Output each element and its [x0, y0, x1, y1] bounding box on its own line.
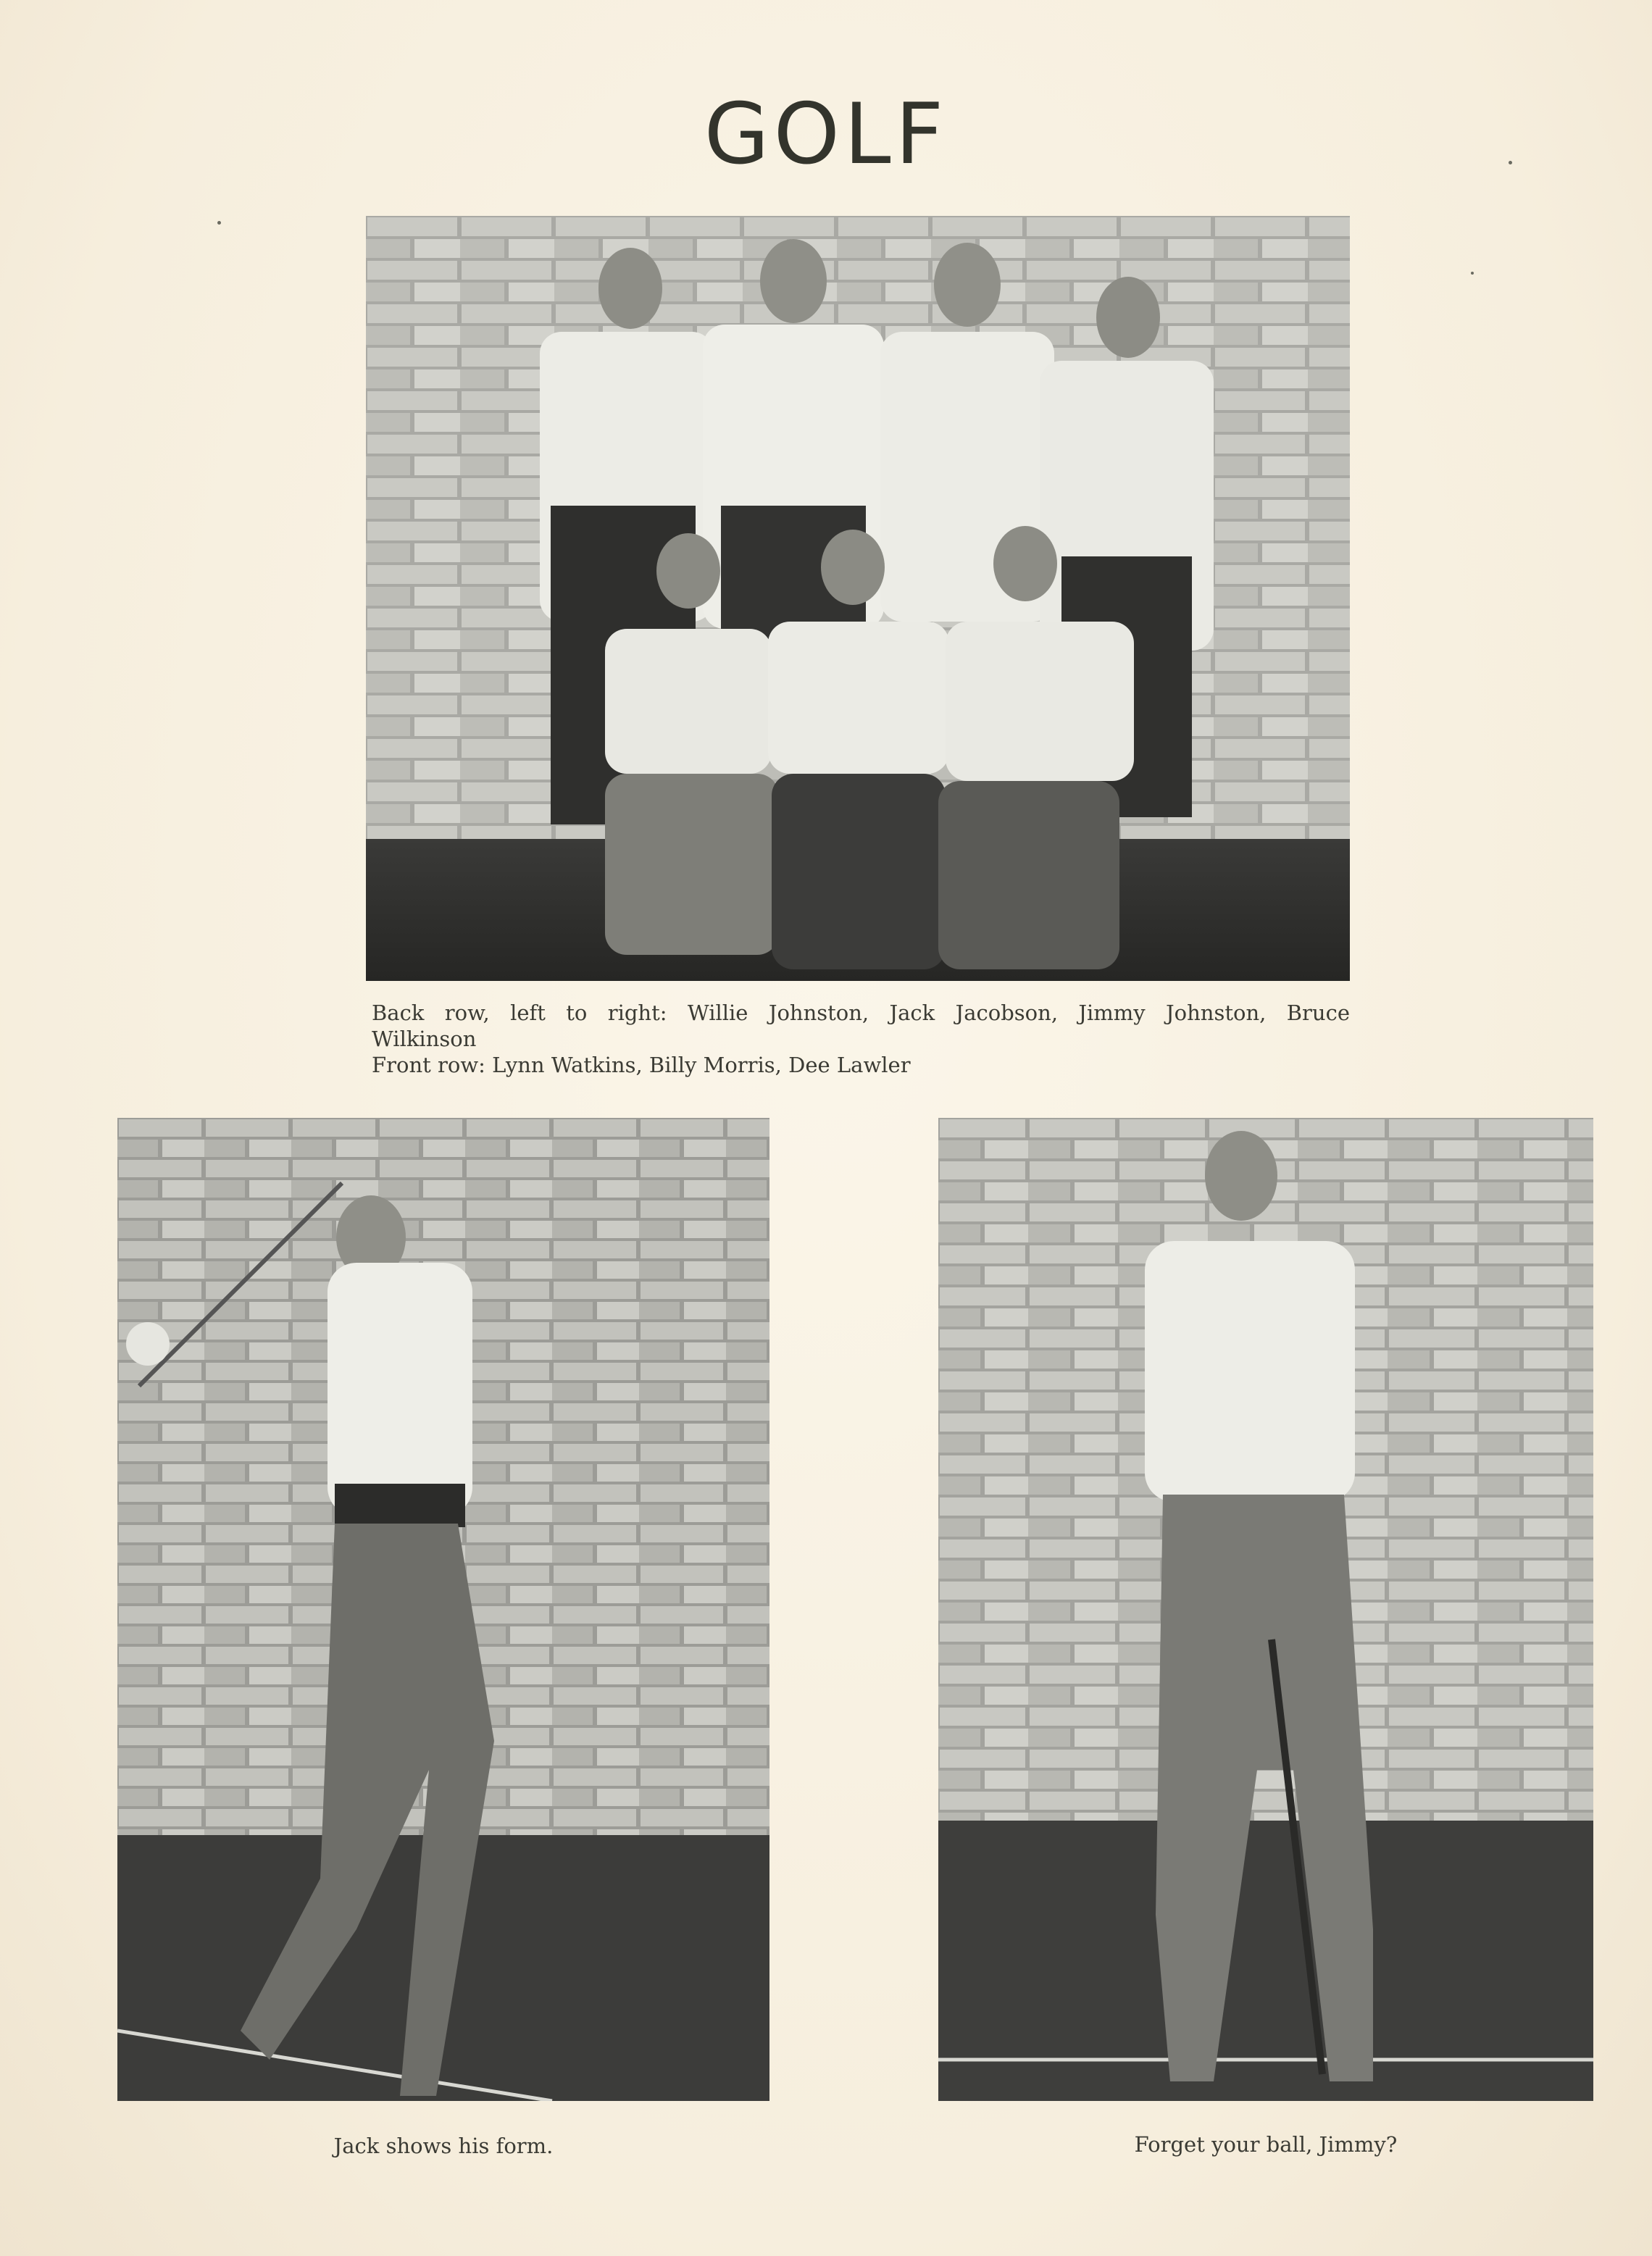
- caption-front-row: Front row: Lynn Watkins, Billy Morris, Dee Lawler: [372, 1053, 911, 1077]
- stance-photo-image: [938, 1118, 1593, 2101]
- team-photo-image: [366, 216, 1350, 981]
- stance-photo-caption: Forget your ball, Jimmy?: [1134, 2132, 1398, 2157]
- swing-photo-image: [117, 1118, 769, 2101]
- swing-photo-caption: Jack shows his form.: [333, 2134, 554, 2158]
- caption-back-row-line2: Wilkinson: [372, 1027, 477, 1051]
- caption-back-row-line1: Back row, left to right: Willie Johnston, Jack Jacobson, Jimmy Johnston, Bruce: [372, 1000, 1350, 1025]
- swing-photo: [117, 1118, 769, 2101]
- team-photo: [366, 216, 1350, 981]
- stance-photo: [938, 1118, 1593, 2101]
- team-photo-caption: [372, 1000, 1350, 1078]
- page-title: GOLF: [704, 85, 948, 183]
- paper-speck: [217, 221, 221, 225]
- paper-speck: [1471, 272, 1474, 275]
